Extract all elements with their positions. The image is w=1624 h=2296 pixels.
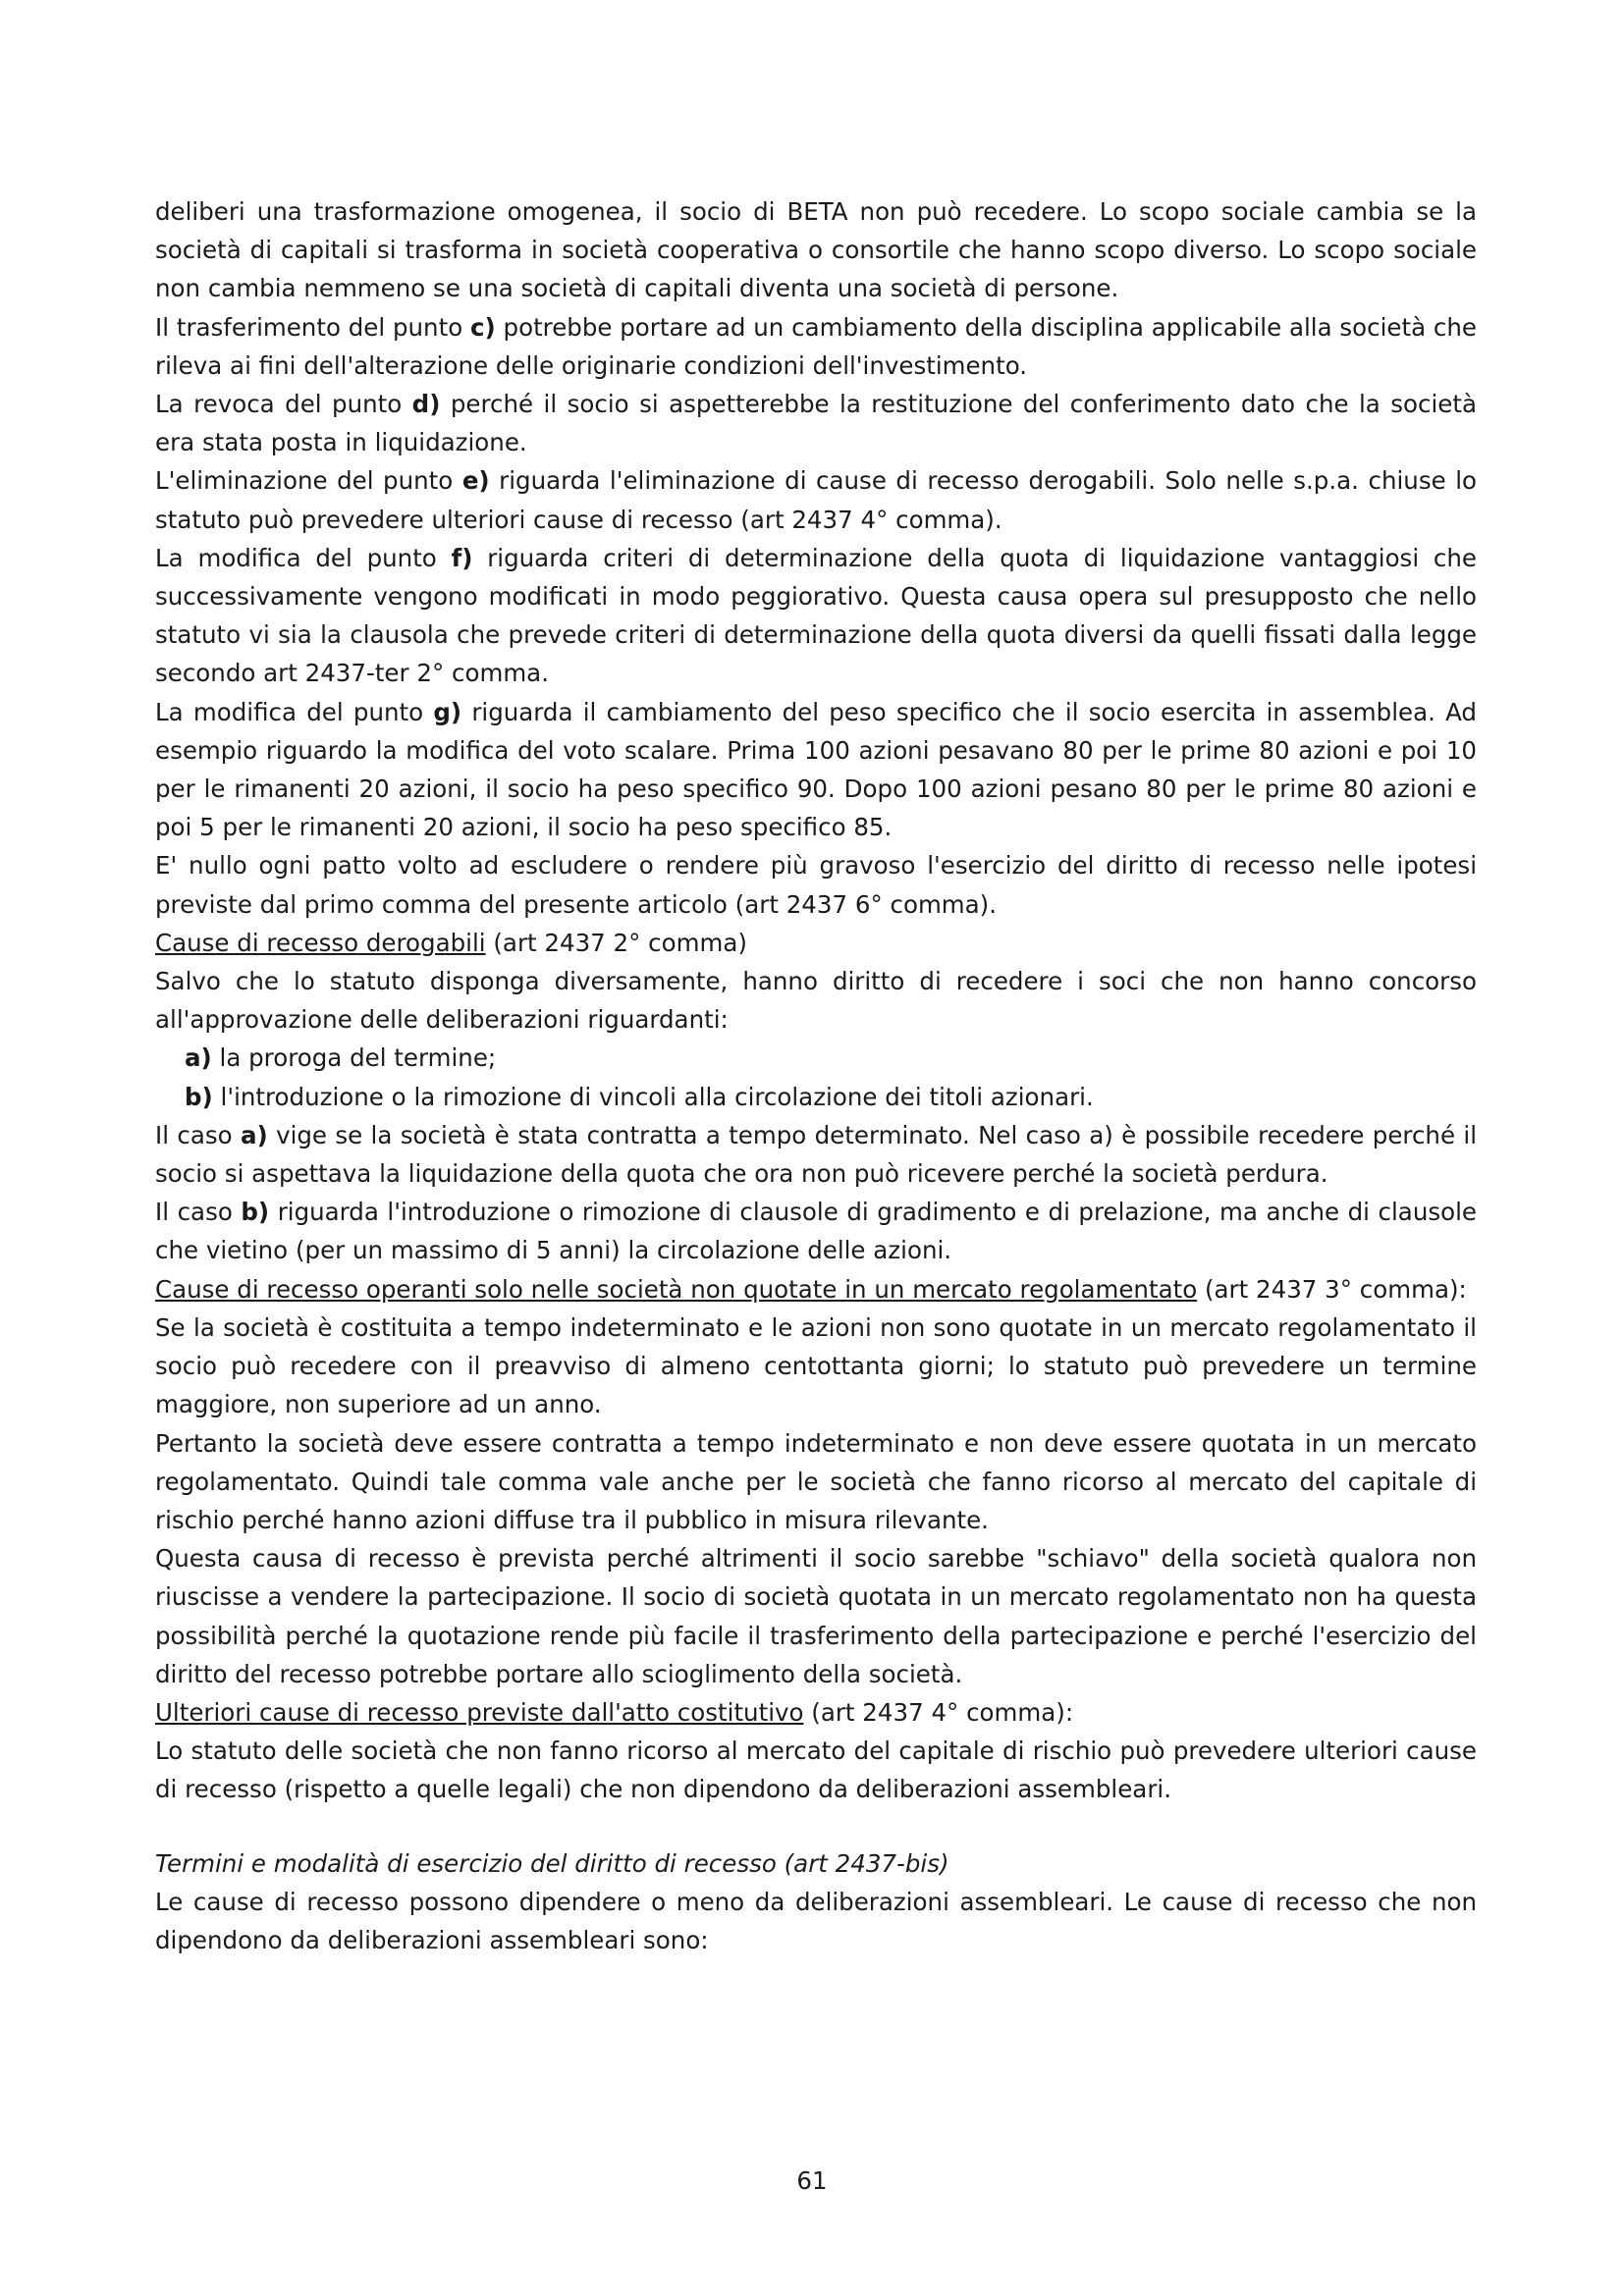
heading-ulteriori-cause: Ulteriori cause di recesso previste dall'atto costitutivo (art 2437 4° comma): <box>155 1697 1074 1727</box>
heading-cause-non-quotate: Cause di recesso operanti solo nelle società non quotate in un mercato regolamentato (art 2437 3° comma): <box>155 1274 1467 1304</box>
paragraph-punto-g: La modifica del punto g) riguarda il cambiamento del peso specifico che il socio esercita in assemblea. Ad esempio riguardo la modifica del voto scalare. Prima 100 azioni pesavano 80 per le prime 80 azioni e poi 10 per le rimanenti 20 azioni, il socio ha peso specifico 90. Dopo 100 azioni pesano 80 per le prime 80 azioni e poi 5 per le rimanenti 20 azioni, il socio ha peso specifico 85. <box>155 697 1477 842</box>
paragraph-statuto-ulteriori: Lo statuto delle società che non fanno ricorso al mercato del capitale di rischio può prevedere ulteriori cause di recesso (rispetto a quelle legali) che non dipendono da deliberazioni assembleari. <box>155 1736 1477 1804</box>
heading-cause-derogabili: Cause di recesso derogabili (art 2437 2° comma) <box>155 928 747 957</box>
page-body <box>155 192 1477 1959</box>
paragraph-punto-c: Il trasferimento del punto c) potrebbe portare ad un cambiamento della disciplina applicabile alla società che rileva ai fini dell'alterazione delle originarie condizioni dell'investimento. <box>155 312 1477 380</box>
paragraph-trasformazione: deliberi una trasformazione omogenea, il socio di BETA non può recedere. Lo scopo sociale cambia se la società di capitali si trasforma in società cooperativa o consortile che hanno scopo diverso. Lo scopo sociale non cambia nemmeno se una società di capitali diventa una società di persone. <box>155 197 1477 303</box>
section-title-termini-modalita: Termini e modalità di esercizio del diritto di recesso (art 2437-bis) <box>155 1848 949 1878</box>
paragraph-pertanto: Pertanto la società deve essere contratta a tempo indeterminato e non deve essere quotata in un mercato regolamentato. Quindi tale comma vale anche per le società che fanno ricorso al mercato del capitale di rischio perché hanno azioni diffuse tra il pubblico in misura rilevante. <box>155 1428 1477 1534</box>
paragraph-tempo-indeterminato: Se la società è costituita a tempo indeterminato e le azioni non sono quotate in un mercato regolamentato il socio può recedere con il preavviso di almeno centottanta giorni; lo statuto può prevedere un termine maggiore, non superiore ad un anno. <box>155 1312 1477 1419</box>
paragraph-caso-a: Il caso a) vige se la società è stata contratta a tempo determinato. Nel caso a) è possibile recedere perché il socio si aspettava la liquidazione della quota che ora non può ricevere perché la società perdura. <box>155 1120 1477 1189</box>
paragraph-patto-nullo: E' nullo ogni patto volto ad escludere o rendere più gravoso l'esercizio del diritto di recesso nelle ipotesi previste dal primo comma del presente articolo (art 2437 6° comma). <box>155 851 1477 919</box>
paragraph-punto-e: L'eliminazione del punto e) riguarda l'eliminazione di cause di recesso derogabili. Solo nelle s.p.a. chiuse lo statuto può prevedere ulteriori cause di recesso (art 2437 4° comma). <box>155 466 1477 534</box>
list-item-vincoli: b) l'introduzione o la rimozione di vincoli alla circolazione dei titoli azionari. <box>185 1082 1094 1111</box>
paragraph-caso-b: Il caso b) riguarda l'introduzione o rimozione di clausole di gradimento e di prelazione, ma anche di clausole che vietino (per un massimo di 5 anni) la circolazione delle azioni. <box>155 1198 1477 1265</box>
paragraph-schiavo: Questa causa di recesso è prevista perché altrimenti il socio sarebbe "schiavo" della società qualora non riuscisse a vendere la partecipazione. Il socio di società quotata in un mercato regolamentato non ha questa possibilità perché la quotazione rende più facile il trasferimento della partecipazione e perché l'esercizio del diritto del recesso potrebbe portare allo scioglimento della società. <box>155 1544 1477 1688</box>
list-item-proroga: a) la proroga del termine; <box>185 1043 497 1073</box>
page-number: 61 <box>796 2166 828 2195</box>
paragraph-punto-f: La modifica del punto f) riguarda criteri di determinazione della quota di liquidazione vantaggiosi che successivamente vengono modificati in modo peggiorativo. Questa causa opera sul presupposto che nello statuto vi sia la clausola che prevede criteri di determinazione della quota diversi da quelli fissati dalla legge secondo art 2437-ter 2° comma. <box>155 543 1477 688</box>
paragraph-salvo-statuto: Salvo che lo statuto disponga diversamente, hanno diritto di recedere i soci che non hanno concorso all'approvazione delle deliberazioni riguardanti: <box>155 967 1477 1035</box>
paragraph-punto-d: La revoca del punto d) perché il socio si aspetterebbe la restituzione del conferimento dato che la società era stata posta in liquidazione. <box>155 390 1477 457</box>
paragraph-cause-dipendere: Le cause di recesso possono dipendere o meno da deliberazioni assembleari. Le cause di recesso che non dipendono da deliberazioni assembleari sono: <box>155 1887 1477 1954</box>
